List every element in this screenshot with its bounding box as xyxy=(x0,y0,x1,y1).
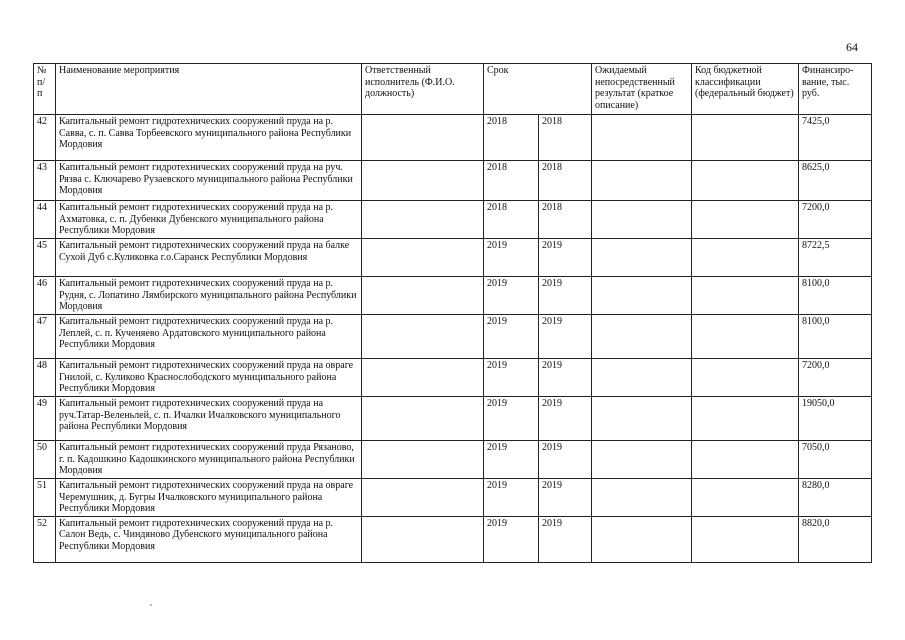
row-budget-code xyxy=(692,161,799,201)
header-name: Наименование мероприятия xyxy=(56,64,362,115)
row-end-year: 2019 xyxy=(539,441,592,479)
row-num: 50 xyxy=(34,441,56,479)
row-start-year: 2019 xyxy=(484,397,539,441)
row-start-year: 2019 xyxy=(484,441,539,479)
row-budget-code xyxy=(692,397,799,441)
row-num: 46 xyxy=(34,277,56,315)
table-row xyxy=(34,201,872,239)
row-financing: 8100,0 xyxy=(799,277,872,315)
row-result xyxy=(592,277,692,315)
row-num: 45 xyxy=(34,239,56,277)
scan-speck xyxy=(150,604,152,606)
header-budget-code: Код бюджетной классификации (федеральный бюджет) xyxy=(692,64,799,115)
row-financing: 7050,0 xyxy=(799,441,872,479)
table-row xyxy=(34,315,872,359)
row-name: Капитальный ремонт гидротехнических сооружений пруда на руч. Рязва с. Ключарево Рузаевского муниципального района Республики Мордовия xyxy=(56,161,362,201)
row-num: 44 xyxy=(34,201,56,239)
row-executor xyxy=(362,441,484,479)
row-start-year: 2018 xyxy=(484,161,539,201)
header-result: Ожидаемый непосредственный результат (краткое описание) xyxy=(592,64,692,115)
row-result xyxy=(592,441,692,479)
page-number: 64 xyxy=(846,40,858,54)
row-name: Капитальный ремонт гидротехнических сооружений пруда на балке Сухой Дуб с.Куликовка г.о.Саранск Республики Мордовия xyxy=(56,239,362,277)
row-start-year: 2019 xyxy=(484,479,539,517)
row-end-year: 2018 xyxy=(539,201,592,239)
row-start-year: 2018 xyxy=(484,115,539,161)
header-executor: Ответственный исполнитель (Ф.И.О. должность) xyxy=(362,64,484,115)
row-num: 51 xyxy=(34,479,56,517)
row-start-year: 2019 xyxy=(484,277,539,315)
row-executor xyxy=(362,239,484,277)
row-financing: 8100,0 xyxy=(799,315,872,359)
table-row xyxy=(34,161,872,201)
row-budget-code xyxy=(692,359,799,397)
row-executor xyxy=(362,161,484,201)
row-result xyxy=(592,239,692,277)
table-row xyxy=(34,397,872,441)
row-end-year: 2018 xyxy=(539,115,592,161)
row-num: 42 xyxy=(34,115,56,161)
table-body xyxy=(34,115,872,563)
row-num: 48 xyxy=(34,359,56,397)
row-executor xyxy=(362,516,484,562)
row-end-year: 2018 xyxy=(539,161,592,201)
row-financing: 7200,0 xyxy=(799,359,872,397)
table-row xyxy=(34,239,872,277)
row-name: Капитальный ремонт гидротехнических сооружений пруда на овраге Гнилой, с. Куликово Краснослободского муниципального района Республики Мордовия xyxy=(56,359,362,397)
row-num: 47 xyxy=(34,315,56,359)
row-executor xyxy=(362,359,484,397)
row-result xyxy=(592,479,692,517)
row-budget-code xyxy=(692,277,799,315)
row-end-year: 2019 xyxy=(539,516,592,562)
row-budget-code xyxy=(692,201,799,239)
table-row xyxy=(34,115,872,161)
row-result xyxy=(592,201,692,239)
row-start-year: 2019 xyxy=(484,359,539,397)
row-name: Капитальный ремонт гидротехнических сооружений пруда на овраге Черемушник, д. Бугры Ичалковского муниципального района Республики Мордовия xyxy=(56,479,362,517)
row-end-year: 2019 xyxy=(539,479,592,517)
row-start-year: 2019 xyxy=(484,315,539,359)
row-name: Капитальный ремонт гидротехнических сооружений пруда на руч.Татар-Веленьлей, с. п. Ичалки Ичалковского муниципального района Республики Мордовия xyxy=(56,397,362,441)
row-result xyxy=(592,516,692,562)
row-result xyxy=(592,359,692,397)
row-financing: 8722,5 xyxy=(799,239,872,277)
row-num: 49 xyxy=(34,397,56,441)
row-name: Капитальный ремонт гидротехнических сооружений пруда на р. Салон Ведь, с. Чиндяново Дубенского муниципального района Республики Мордовия xyxy=(56,516,362,562)
row-end-year: 2019 xyxy=(539,277,592,315)
table-header-row xyxy=(34,64,872,115)
row-executor xyxy=(362,277,484,315)
row-start-year: 2019 xyxy=(484,516,539,562)
row-financing: 8625,0 xyxy=(799,161,872,201)
row-financing: 19050,0 xyxy=(799,397,872,441)
row-name: Капитальный ремонт гидротехнических сооружений пруда на р. Рудня, с. Лопатино Лямбирского муниципального района Республики Мордовия xyxy=(56,277,362,315)
row-budget-code xyxy=(692,115,799,161)
row-budget-code xyxy=(692,239,799,277)
row-name: Капитальный ремонт гидротехнических сооружений пруда на р. Савва, с. п. Савва Торбеевского муниципального района Республики Мордовия xyxy=(56,115,362,161)
row-financing: 8820,0 xyxy=(799,516,872,562)
row-end-year: 2019 xyxy=(539,315,592,359)
row-result xyxy=(592,397,692,441)
row-executor xyxy=(362,315,484,359)
table-row xyxy=(34,441,872,479)
header-num: № п/ п xyxy=(34,64,56,115)
row-executor xyxy=(362,115,484,161)
row-result xyxy=(592,315,692,359)
row-financing: 7425,0 xyxy=(799,115,872,161)
row-budget-code xyxy=(692,479,799,517)
row-executor xyxy=(362,479,484,517)
table-row xyxy=(34,479,872,517)
row-budget-code xyxy=(692,516,799,562)
row-end-year: 2019 xyxy=(539,239,592,277)
row-name: Капитальный ремонт гидротехнических сооружений пруда на р. Леплей, с. п. Кученяево Ардатовского муниципального района Республики Мордовия xyxy=(56,315,362,359)
row-start-year: 2018 xyxy=(484,201,539,239)
row-budget-code xyxy=(692,441,799,479)
table-row xyxy=(34,359,872,397)
row-num: 43 xyxy=(34,161,56,201)
row-result xyxy=(592,161,692,201)
row-name: Капитальный ремонт гидротехнических сооружений пруда на р. Ахматовка, с. п. Дубенки Дубенского муниципального района Республики Мордовия xyxy=(56,201,362,239)
row-budget-code xyxy=(692,315,799,359)
row-financing: 7200,0 xyxy=(799,201,872,239)
table-row xyxy=(34,277,872,315)
row-financing: 8280,0 xyxy=(799,479,872,517)
header-term: Срок xyxy=(484,64,592,115)
row-end-year: 2019 xyxy=(539,359,592,397)
table-row xyxy=(34,516,872,562)
row-result xyxy=(592,115,692,161)
row-end-year: 2019 xyxy=(539,397,592,441)
row-executor xyxy=(362,201,484,239)
row-executor xyxy=(362,397,484,441)
activities-table xyxy=(33,63,872,563)
header-financing: Финансиро-вание, тыс. руб. xyxy=(799,64,872,115)
row-num: 52 xyxy=(34,516,56,562)
row-start-year: 2019 xyxy=(484,239,539,277)
row-name: Капитальный ремонт гидротехнических сооружений пруда Рязаново, г. п. Кадошкино Кадошкинского муниципального района Республики Мордовия xyxy=(56,441,362,479)
